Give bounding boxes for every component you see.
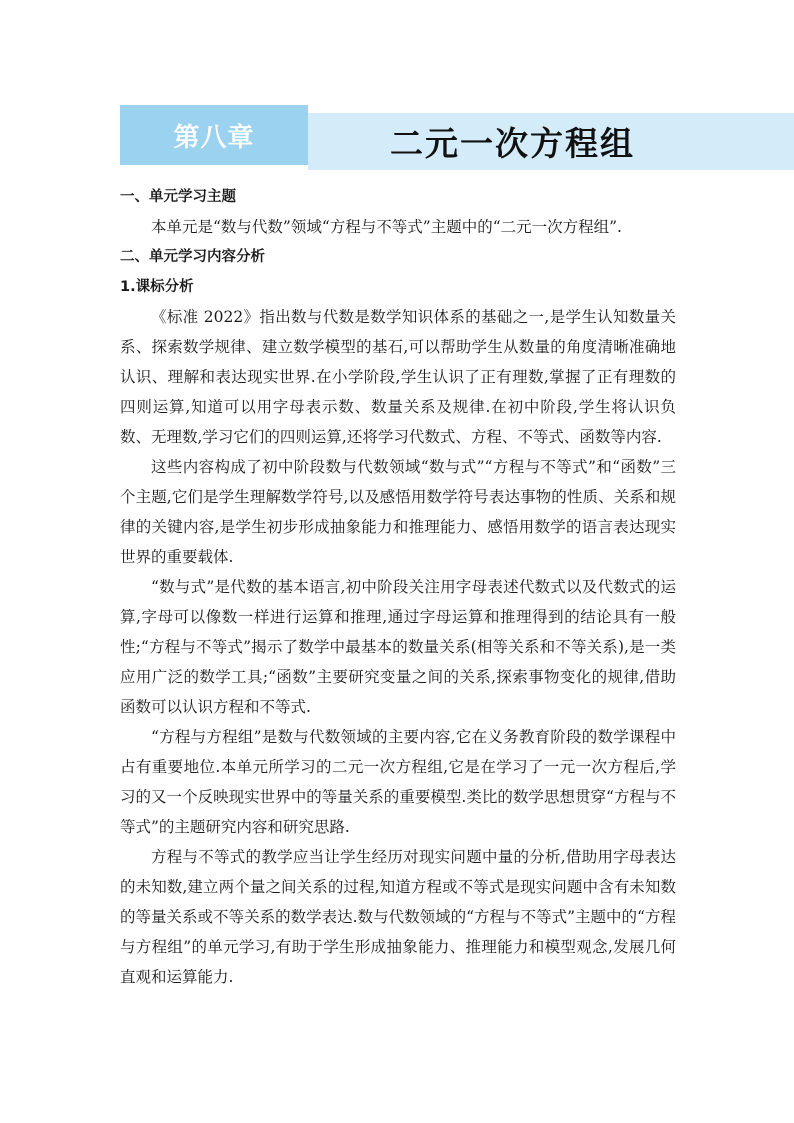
section-heading-content-analysis: 二、单元学习内容分析 — [120, 249, 265, 265]
paragraph-standard-2022: 《标准 2022》指出数与代数是数学知识体系的基础之一,是学生认知数量关系、探索数学规律、建立数学模型的基石,可以帮助学生从数量的角度清晰准确地认识、理解和表达现实世界.在小学阶段,学生认识了正有理数,掌握了正有理数的四则运算,知道可以用字母表示数、数量关系及规律.在初中阶段,学生将认识负数、无理数,学习它们的四则运算,还将学习代数式、方程、不等式、函数等内容. — [120, 308, 676, 446]
paragraph-unit-theme: 本单元是“数与代数”领域“方程与不等式”主题中的“二元一次方程组”. — [151, 218, 622, 236]
paragraph-numbers-and-expressions: “数与式”是代数的基本语言,初中阶段关注用字母表述代数式以及代数式的运算,字母可以像数一样进行运算和推理,通过字母运算和推理得到的结论具有一般性;“方程与不等式”揭示了数学中最基本的数量关系(相等关系和不等关系),是一类应用广泛的数学工具;“函数”主要研究变量之间的关系,探索事物变化的规律,借助函数可以认识方程和不等式. — [120, 578, 676, 716]
section-heading-curriculum-analysis: 1.课标分析 — [120, 279, 194, 295]
chapter-header — [120, 105, 794, 170]
document-body — [120, 182, 676, 992]
chapter-title: 二元一次方程组 — [390, 124, 635, 163]
paragraph-equations-and-systems: “方程与方程组”是数与代数领域的主要内容,它在义务教育阶段的数学课程中占有重要地位.本单元所学习的二元一次方程组,它是在学习了一元一次方程后,学习的又一个反映现实世界中的等量关系的重要模型.类比的数学思想贯穿“方程与不等式”的主题研究内容和研究思路. — [120, 728, 676, 836]
paragraph-three-themes: 这些内容构成了初中阶段数与代数领域“数与式”“方程与不等式”和“函数”三个主题,它们是学生理解数学符号,以及感悟用数学符号表达事物的性质、关系和规律的关键内容,是学生初步形成抽象能力和推理能力、感悟用数学的语言表达现实世界的重要载体. — [120, 458, 676, 566]
section-heading-unit-theme: 一、单元学习主题 — [120, 189, 236, 205]
paragraph-teaching-equations: 方程与不等式的教学应当让学生经历对现实问题中量的分析,借助用字母表达的未知数,建立两个量之间关系的过程,知道方程或不等式是现实问题中含有未知数的等量关系或不等关系的数学表达.数与代数领域的“方程与不等式”主题中的“方程与方程组”的单元学习,有助于学生形成抽象能力、推理能力和模型观念,发展几何直观和运算能力. — [120, 848, 676, 986]
chapter-tab — [120, 105, 308, 165]
chapter-label: 第八章 — [173, 122, 255, 153]
chapter-title-band — [308, 113, 794, 170]
